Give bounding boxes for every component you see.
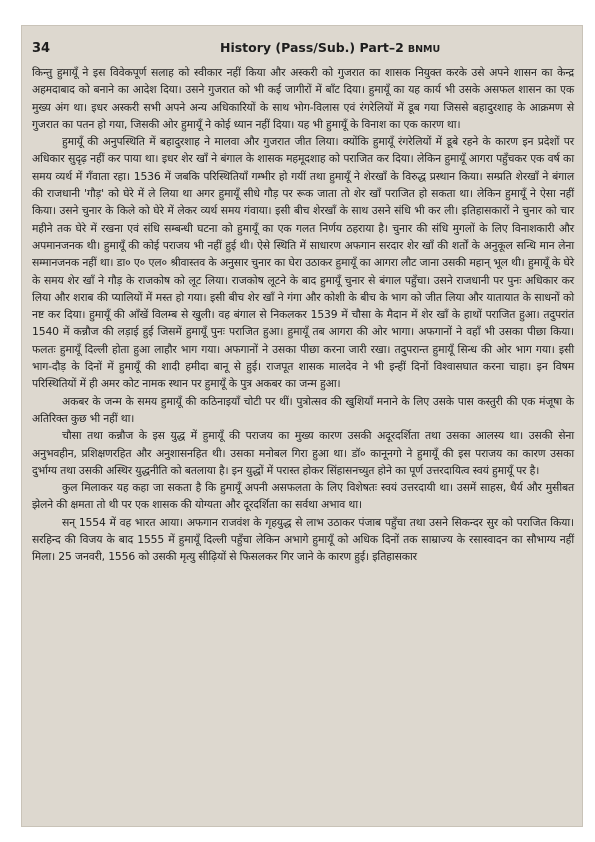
paragraph-1: किन्तु हुमायूँ ने इस विवेकपूर्ण सलाह को स्वीकार नहीं किया और अस्करी को गुजरात का शासक नियुक्त करके उसे अपने शासन का केन्द्र अहमदाबाद को बनाने का आदेश दिया। उसने गुजरात को भी कई जागीरों में बाँट दिया। हुमायूँ का यह कार्य भी उसके असफल शासन का एक मुख्य अंग था। इधर अस्करी सभी अपने अन्य अधिकारियों के साथ भोग-विलास एवं रंगरेलियों में डूब गया जिससे बहादुरशाह के आक्रमण से गुजरात का पतन हो गया, जिसकी ओर हुमायूँ ने कोई ध्यान नहीं दिया। यह भी हुमायूँ के विनाश का एक कारण था। (32, 66, 574, 131)
paragraph-2: हुमायूँ की अनुपस्थिति में बहादुरशाह ने मालवा और गुजरात जीत लिया। क्योंकि हुमायूँ रंगरेलियों में डूबे रहने के कारण इन प्रदेशों पर अधिकार सुदृढ़ नहीं कर पाया था। इधर शेर खाँ ने बंगाल के शासक महमूदशाह को पराजित कर दिया। लेकिन हुमायूँ आगरा पहुँचकर एक वर्ष का समय व्यर्थ में गँवाता रहा। 1536 में जबकि परिस्थितियाँ गम्भीर हो गयीं तथा हुमायूँ ने शेरखाँ के विरुद्ध प्रस्थान किया। सम्प्रति शेरखाँ ने बंगाल की राजधानी 'गौड़' को घेरे में ले लिया था अगर हुमायूँ सीधे गौड़ पर रूक जाता तो शेर खाँ पराजित हो सकता था। लेकिन हुमायूँ ने ऐसा नहीं किया। उसने चुनार के किले को घेरे में लेकर व्यर्थ समय गंवाया। इसी बीच शेरखाँ के साथ उसने संधि भी कर ली। इतिहासकारों ने चुनार को चार महीने तक घेरे में रखना एवं संधि सम्बन्धी घटना को हुमायूँ का एक गलत निर्णय ठहराया है। चुनार की संधि मुगलों के लिए विनाशकारी और अपमानजनक थी। हुमायूँ की कोई पराजय भी नहीं हुई थी। ऐसे स्थिति में साधारण अफगान सरदार शेर खाँ की शर्तों के अनुकूल सन्धि मान लेना सम्मानजनक नहीं था। डा० ए० एल० श्रीवास्तव के अनुसार चुनार का घेरा उठाकर हुमायूँ का आगरा लौट जाना उसकी महान् भूल थी। हुमायूँ के घेरे के समय शेर खाँ ने गौड़ के राजकोष को लूट लिया। राजकोष लूटने के बाद हुमायूँ चुनार से बंगाल पहुँचा। उसने राजधानी पर पुनः अधिकार कर लिया और शराब की प्यालियों में मस्त हो गया। इसी बीच शेर खाँ ने गंगा और कोशी के बीच के भाग को जीत लिया और यातायात के साधनों को नष्ट कर दिया। हुमायूँ की आँखें विलम्ब से खुली। वह बंगाल से निकलकर 1539 में चौसा के मैदान में शेर खाँ के हाथों पराजित हुआ। तदुपरांत 1540 में कन्नौज की लड़ाई हुई जिसमें हुमायूँ पुनः पराजित हुआ। हुमायूँ तब आगरा की ओर भागा। अफगानों ने वहाँ भी उसका पीछा किया। फलतः हुमायूँ दिल्ली होता हुआ लाहौर भाग गया। अफगानों ने उसका पीछा करना जारी रखा। तदुपरान्त हुमायूँ सिन्ध की ओर भाग गया। इसी भाग-दौड़ के दिनों में हुमायूँ की शादी हमीदा बानू से हुई। राजपूत शासक मालदेव ने भी इन्हीं दिनों विश्वासघात करना चाहा। इन विषम परिस्थितियों में ही अमर कोट नामक स्थान पर हुमायूँ के पुत्र अकबर का जन्म हुआ। (32, 135, 574, 391)
page-number: 34 (32, 41, 51, 56)
page-body (32, 64, 574, 566)
paragraph-4: चौसा तथा कन्नौज के इस युद्ध में हुमायूँ की पराजय का मुख्य कारण उसकी अदूरदर्शिता तथा उसका आलस्य था। उसकी सेना अनुभवहीन, प्रशिक्षणरहित और अनुशासनहित थी। उसका मनोबल गिरा हुआ था। डॉ० कानूनगो ने हुमायूँ की इस पराजय का कारण उसका दुर्भाग्य तथा उसकी अस्थिर युद्धनीति को बतलाया है। इन युद्धों में परास्त होकर सिंहासनच्युत होने का पूर्ण उत्तरदायित्व स्वयं हुमायूँ पर है। (32, 429, 574, 477)
running-header (32, 40, 572, 58)
running-subtitle: BNMU (407, 44, 441, 55)
paragraph-5: कुल मिलाकर यह कहा जा सकता है कि हुमायूँ अपनी असफलता के लिए विशेषतः स्वयं उत्तरदायी था। उसमें साहस, धैर्य और मुसीबत झेलने की क्षमता तो थी पर एक शासक की योग्यता और दूरदर्शिता का सर्वथा अभाव था। (32, 481, 574, 512)
book-page (22, 26, 582, 826)
paragraph-3: अकबर के जन्म के समय हुमायूँ की कठिनाइयाँ चोटी पर थीं। पुत्रोत्सव की खुशियाँ मनाने के लिए उसके पास कस्तुरी की एक मंजूषा के अतिरिक्त कुछ भी नहीं था। (32, 394, 574, 425)
paragraph-6: सन् 1554 में वह भारत आया। अफगान राजवंश के गृहयुद्ध से लाभ उठाकर पंजाब पहुँचा तथा उसने सिकन्दर सुर को पराजित किया। सरहिन्द की विजय के बाद 1555 में हुमायूँ दिल्ली पहुँचा लेकिन अभागे हुमायूँ को अधिक दिनों तक साम्राज्य के रसास्वादन का सौभाग्य नहीं मिला। 25 जनवरी, 1556 को उसकी मृत्यु सीढ़ियों से फिसलकर गिर जाने के कारण हुई। इतिहासकार (32, 515, 574, 564)
running-title: History (Pass/Sub.) Part–2 (220, 40, 404, 55)
